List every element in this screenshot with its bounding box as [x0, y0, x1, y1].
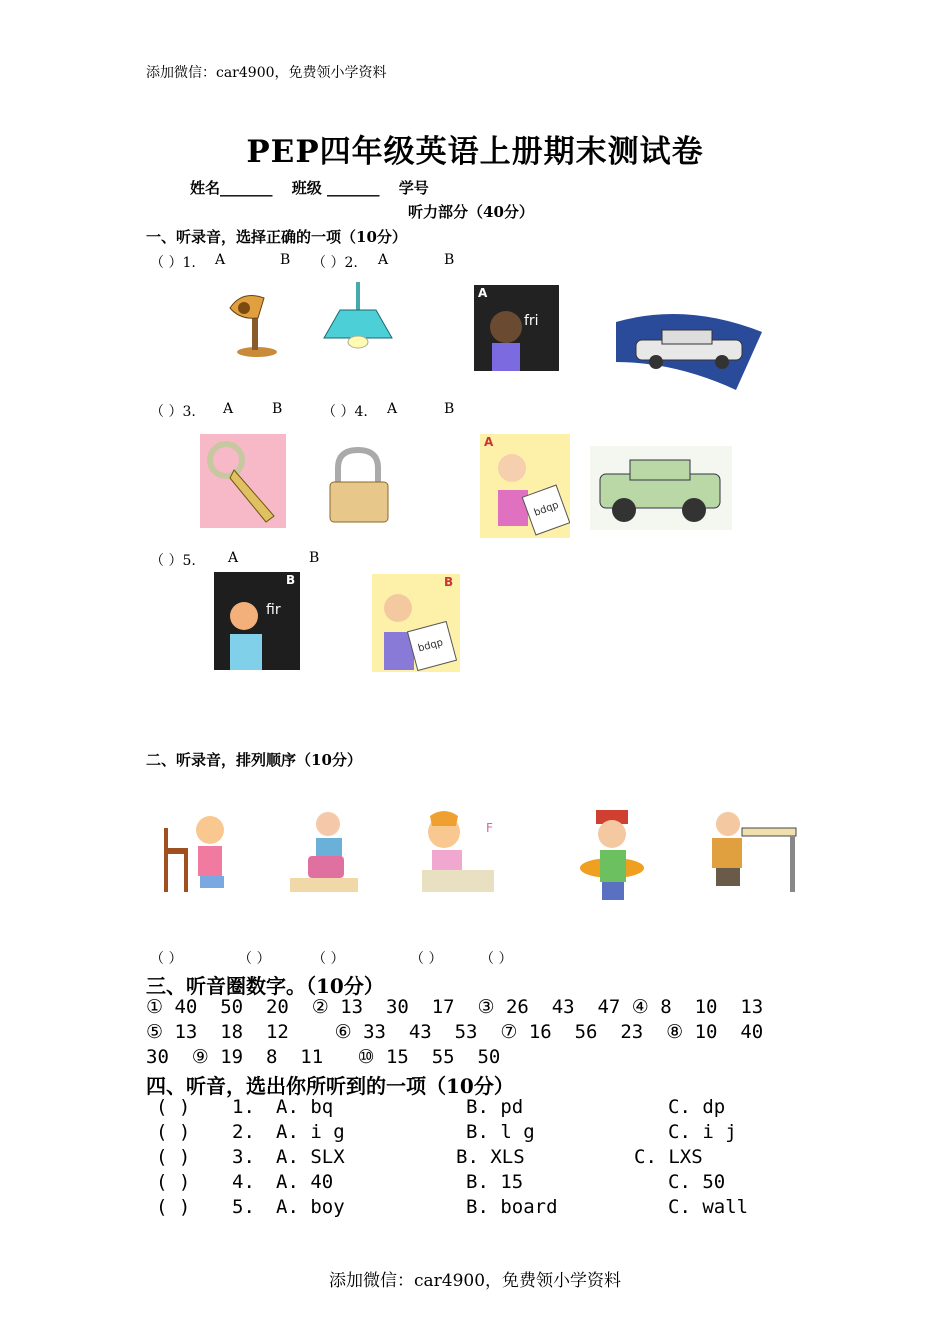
s4-q2-paren[interactable]: ( ) — [156, 1121, 191, 1143]
s4-q2-a: A. i g — [276, 1121, 345, 1143]
boy-cap-image — [578, 806, 648, 902]
number-field[interactable]: 学号 — [398, 179, 429, 197]
q3-option-a: A — [223, 401, 234, 417]
q3-option-b: B — [272, 401, 283, 417]
s4-q5-c: C. wall — [668, 1196, 749, 1218]
jeep-image — [590, 446, 732, 530]
s4-q4-c: C. 50 — [668, 1171, 726, 1193]
numbers-line-3: 30 ⑨ 19 8 11 ⑩ 15 55 50 — [146, 1046, 501, 1068]
q2-option-b: B — [444, 252, 455, 268]
q4-option-b: B — [444, 401, 455, 417]
s4-q4-num: 4. — [232, 1171, 255, 1193]
s4-q2-c: C. i j — [668, 1121, 737, 1143]
girl-desk-image — [416, 806, 496, 894]
q5-option-a: A — [228, 550, 239, 566]
s4-q3-paren[interactable]: ( ) — [156, 1146, 191, 1168]
s4-q3-c: C. LXS — [634, 1146, 703, 1168]
s4-q3-a: A. SLX — [276, 1146, 345, 1168]
numbers-line-1: ① 40 50 20 ② 13 30 17 ③ 26 43 47 ④ 8 10 13 — [146, 996, 764, 1018]
s4-q5-a: A. boy — [276, 1196, 345, 1218]
s4-q2-num: 2. — [232, 1121, 255, 1143]
svg-text:B: B — [286, 573, 296, 587]
q1-label: （ ）1. — [150, 255, 196, 271]
img-label-fri: fri — [524, 313, 539, 329]
q5-label: （ ）5. — [150, 553, 196, 569]
hanging-lamp-image — [318, 282, 398, 354]
page-title: PEP四年级英语上册期末测试卷 — [246, 134, 704, 170]
s4-q4-paren[interactable]: ( ) — [156, 1171, 191, 1193]
section4-title: 四、听音，选出你所听到的一项（10分） — [146, 1074, 514, 1098]
s4-q4-b: B. 15 — [466, 1171, 524, 1193]
s4-q1-b: B. pd — [466, 1096, 524, 1118]
header-note: 添加微信：car4900，免费领小学资料 — [146, 65, 387, 81]
img-label-bdqp: bdqp — [532, 499, 561, 519]
q1-option-b: B — [280, 252, 291, 268]
section1-title: 一、听录音，选择正确的一项（10分） — [146, 228, 407, 246]
order-blank-2[interactable]: （ ） — [238, 951, 271, 967]
desk-lamp-image — [222, 286, 292, 358]
s4-q3-b: B. XLS — [456, 1146, 525, 1168]
q3-label: （ ）3. — [150, 404, 196, 420]
q5-option-b: B — [309, 550, 320, 566]
q2-label: （ ）2. — [312, 255, 358, 271]
order-blank-1[interactable]: （ ） — [150, 951, 183, 967]
key-image — [200, 434, 286, 528]
svg-text:A: A — [484, 435, 494, 449]
order-blank-5[interactable]: （ ） — [480, 951, 513, 967]
girl-writing-bdqp-image — [480, 434, 570, 538]
s4-q3-num: 3. — [232, 1146, 255, 1168]
lock-image — [316, 444, 402, 526]
svg-text:bdqp: bdqp — [416, 637, 445, 655]
s4-q5-b: B. board — [466, 1196, 558, 1218]
girl-bag-image — [288, 806, 360, 894]
s4-q1-a: A. bq — [276, 1096, 334, 1118]
girl-chair-image — [160, 808, 240, 894]
footer-note: 添加微信：car4900，免费领小学资料 — [328, 1271, 622, 1291]
svg-text:B: B — [444, 575, 454, 589]
order-blank-4[interactable]: （ ） — [410, 951, 443, 967]
svg-text:F: F — [486, 821, 493, 835]
numbers-line-2: ⑤ 13 18 12 ⑥ 33 43 53 ⑦ 16 56 23 ⑧ 10 40 — [146, 1021, 764, 1043]
img-label-fir: fir — [266, 602, 281, 618]
taxi-image — [616, 292, 762, 390]
student-fields — [190, 177, 443, 198]
section2-title: 二、听录音，排列顺序（10分） — [146, 751, 362, 769]
q1-option-a: A — [215, 252, 226, 268]
class-field[interactable]: 班级 _______ — [291, 179, 380, 197]
q2-option-a: A — [378, 252, 389, 268]
q4-option-a: A — [387, 401, 398, 417]
s4-q4-a: A. 40 — [276, 1171, 334, 1193]
order-blank-3[interactable]: （ ） — [312, 951, 345, 967]
boy-writing-fri-image — [474, 285, 559, 371]
listening-part-label: 听力部分（40分） — [408, 203, 534, 221]
boy-table-image — [706, 808, 798, 894]
boy-writing-bdqp-image — [372, 574, 460, 672]
s4-q1-c: C. dp — [668, 1096, 726, 1118]
s4-q5-paren[interactable]: ( ) — [156, 1196, 191, 1218]
name-field[interactable]: 姓名_______ — [190, 179, 273, 197]
girl-writing-fir-image — [214, 572, 300, 670]
q4-label: （ ）4. — [322, 404, 368, 420]
img-label-a: A — [478, 286, 488, 300]
s4-q2-b: B. l g — [466, 1121, 535, 1143]
s4-q5-num: 5. — [232, 1196, 255, 1218]
s4-q1-paren[interactable]: ( ) — [156, 1096, 191, 1118]
section3-title: 三、听音圈数字。（10分） — [146, 974, 384, 998]
s4-q1-num: 1. — [232, 1096, 255, 1118]
